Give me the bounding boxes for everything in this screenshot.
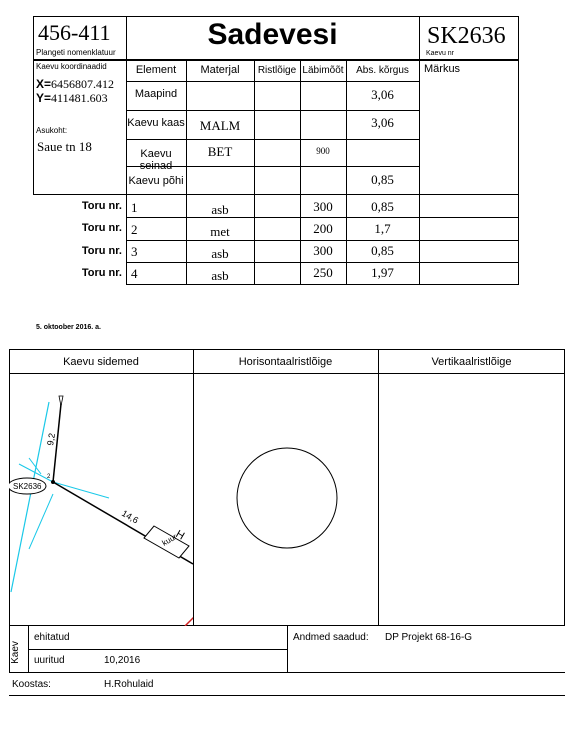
- row-label-walls: Kaevu seinad: [139, 148, 173, 172]
- pipe-material: asb: [211, 246, 229, 261]
- well-label: Kaevu nr: [426, 50, 455, 57]
- pipe-elevation: 0,85: [371, 199, 394, 214]
- footer-side-label: Kaev: [9, 641, 21, 664]
- property-line: [53, 482, 109, 498]
- pipe-diameter: 250: [313, 265, 333, 280]
- footer-surveyed-value: 10,2016: [104, 655, 141, 666]
- row-label-ground: Maapind: [134, 88, 178, 100]
- footer-source-value: DP Projekt 68-16-G: [385, 632, 473, 643]
- row-elev-bottom: 0,85: [371, 172, 394, 187]
- links-sketch: [9, 374, 193, 626]
- well-point-icon: [51, 480, 55, 484]
- panel-title-horizontal: Horisontaalristlõige: [238, 356, 333, 368]
- row-elev-lid: 3,06: [371, 115, 394, 130]
- corner-mark: [185, 616, 193, 626]
- location-label: Asukoht:: [36, 126, 68, 135]
- pipe-elevation: 0,85: [371, 243, 394, 258]
- well-number: SK2636: [427, 23, 506, 49]
- building-label: kuur: [160, 532, 179, 548]
- col-divider: [419, 16, 420, 195]
- horizontal-section: [194, 374, 378, 626]
- row-divider: [126, 110, 419, 111]
- pipe-label: Toru nr.: [81, 267, 122, 279]
- row-material-walls: BET: [207, 144, 233, 159]
- plan-number: 456-411: [38, 20, 111, 45]
- header-divider: [33, 59, 519, 61]
- well-tag-label: SK2636: [13, 482, 42, 491]
- pipe-label: Toru nr.: [81, 222, 122, 234]
- panel-title-vertical: Vertikaalristlõige: [431, 356, 512, 368]
- pipe-diameter: 300: [313, 199, 333, 214]
- footer-divider: [9, 672, 565, 673]
- col-header-cross: Ristlõige: [257, 65, 297, 76]
- col-header-elevation: Abs. kõrgus: [356, 65, 409, 76]
- dist-north-label: 9,2: [45, 432, 58, 447]
- building-letter: H: [173, 528, 187, 543]
- footer-author-label: Koostas:: [12, 679, 51, 690]
- location-value: Saue tn 18: [37, 139, 92, 154]
- pipe-num: 4: [131, 266, 138, 281]
- coord-y-value: 411481.603: [51, 91, 108, 105]
- panel-title-links: Kaevu sidemed: [63, 356, 139, 368]
- row-divider: [126, 217, 519, 218]
- footer-built-label: ehitatud: [34, 632, 70, 643]
- coord-x-value: 6456807.412: [51, 77, 115, 91]
- row-label-bottom: Kaevu põhi: [128, 175, 184, 187]
- pipe-num: 2: [131, 222, 138, 237]
- pipe-label: Toru nr.: [81, 200, 122, 212]
- col-header-material: Materjal: [200, 64, 240, 76]
- row-label-lid: Kaevu kaas: [127, 117, 185, 129]
- col-header-element: Element: [135, 64, 177, 76]
- report-date: 5. oktoober 2016. a.: [36, 324, 101, 331]
- row-divider: [126, 139, 419, 140]
- col-header-diameter: Läbimõõt: [302, 65, 344, 76]
- pipe-material: asb: [211, 268, 229, 283]
- pipe-label: Toru nr.: [81, 245, 122, 257]
- footer-surveyed-label: uuritud: [34, 655, 65, 666]
- footer-border: [287, 626, 288, 672]
- row-elev-ground: 3,06: [371, 87, 394, 102]
- coords-label: Kaevu koordinaadid: [36, 62, 107, 71]
- coord-x: [36, 77, 114, 92]
- footer-source-label: Andmed saadud:: [293, 632, 369, 643]
- row-divider: [126, 262, 519, 263]
- coord-y: [36, 91, 108, 106]
- pipe-num: 1: [131, 200, 138, 215]
- coord-x-label: X=: [36, 77, 52, 91]
- row-diameter-walls: 900: [316, 146, 330, 156]
- page-title: Sadevesi: [207, 18, 338, 51]
- panel-divider: [378, 349, 379, 626]
- north-marker-icon: [59, 396, 63, 406]
- coord-y-label: Y=: [36, 91, 52, 105]
- plan-label: Plangeti nomenklatuur: [36, 48, 116, 57]
- pipe-material: asb: [211, 202, 229, 217]
- pipe-num: 3: [131, 244, 138, 259]
- property-line: [29, 494, 53, 549]
- pipe-elevation: 1,7: [374, 221, 391, 236]
- footer-divider: [9, 695, 565, 696]
- col-header-remarks: Märkus: [424, 63, 461, 75]
- footer-author-value: H.Rohulaid: [104, 679, 154, 690]
- pipe-diameter: 200: [313, 221, 333, 236]
- point-label: 2: [47, 474, 51, 480]
- row-material-lid: MALM: [199, 118, 241, 133]
- well-circle: [237, 448, 337, 548]
- property-line: [11, 402, 49, 592]
- dist-se-label: 14,6: [120, 508, 141, 526]
- pipe-elevation: 1,97: [371, 265, 394, 280]
- row-divider: [126, 240, 519, 241]
- row-divider: [126, 81, 419, 82]
- pipe-material: met: [210, 224, 230, 239]
- footer-divider: [28, 649, 287, 650]
- pipe-diameter: 300: [313, 243, 333, 258]
